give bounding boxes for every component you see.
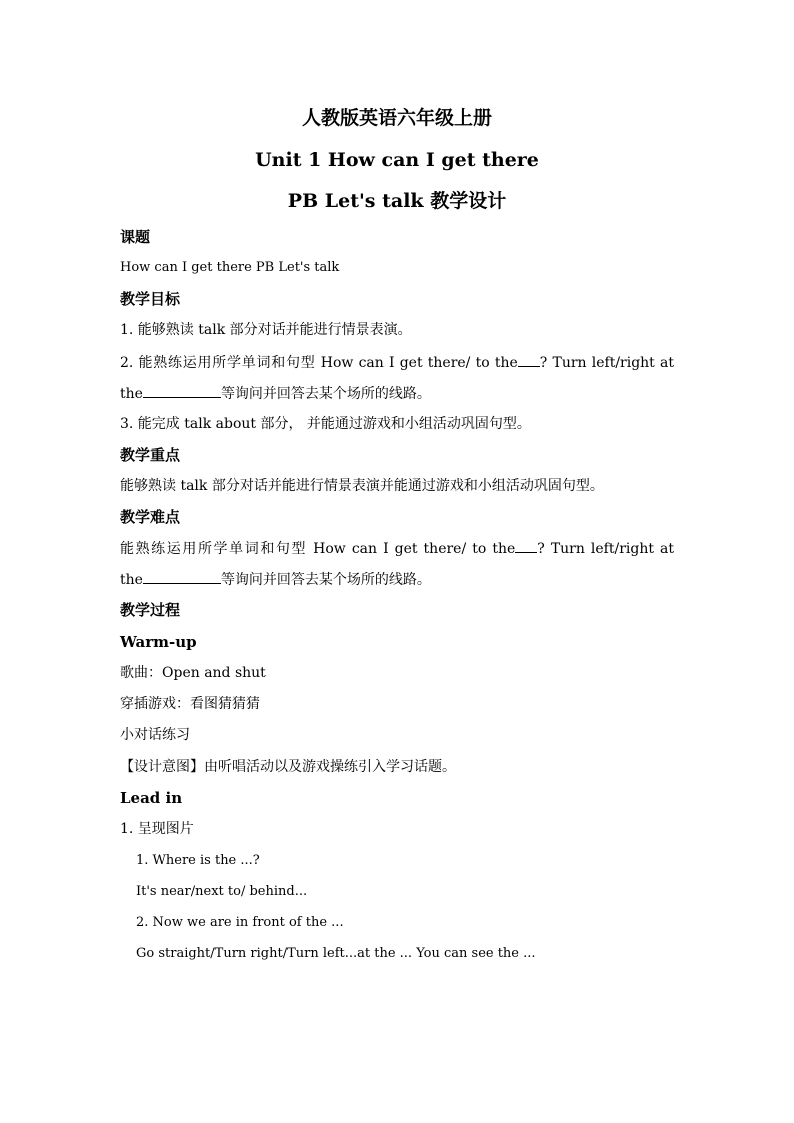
heading-difficulties: 教学难点 [120,508,181,526]
difficulties-text-a: 能熟练运用所学单词和句型 How can I get there/ to the [120,541,516,557]
fill-in-blank-short [518,352,540,367]
warmup-song: 歌曲：Open and shut [120,665,266,681]
difficulties-line2 [120,569,431,590]
objective-2-line2 [120,383,431,404]
leadin-answer-2: Go straight/Turn right/Turn left...at the ... You can see the ... [136,946,536,961]
leadin-answer-1: It's near/next to/ behind... [136,884,308,899]
difficulties-line1 [120,538,674,559]
heading-objectives: 教学目标 [120,290,181,308]
difficulties-text-d: 等询问并回答去某个场所的线路。 [220,572,431,588]
fill-in-blank-short [515,538,537,553]
objective-2-text-c: the [120,386,143,402]
key-points-text: 能够熟读 talk 部分对话并能进行情景表演并能通过游戏和小组活动巩固句型。 [120,478,604,494]
difficulties-text-b: ? Turn left/right at [537,541,674,557]
warmup-game: 穿插游戏：看图猜猜猜 [120,696,260,712]
heading-key-points: 教学重点 [120,446,181,464]
leadin-item-1: 1. 呈现图片 [120,821,194,837]
objective-2-text-a: 2. 能熟练运用所学单词和句型 How can I get there/ to the [120,355,518,371]
heading-leadin: Lead in [120,789,183,807]
fill-in-blank-long [143,383,221,398]
heading-warmup: Warm-up [120,633,197,651]
objective-2-text-d: 等询问并回答去某个场所的线路。 [220,386,431,402]
warmup-design-intent: 【设计意图】由听唱活动以及游戏操练引入学习话题。 [120,759,456,775]
heading-topic: 课题 [120,228,151,246]
fill-in-blank-long [143,569,221,584]
doc-title-unit: Unit 1 How can I get there [255,149,539,171]
heading-process: 教学过程 [120,601,181,619]
objective-1: 1. 能够熟读 talk 部分对话并能进行情景表演。 [120,322,412,338]
warmup-dialogue: 小对话练习 [120,727,190,743]
leadin-question-1: 1. Where is the ...? [136,853,260,868]
objective-2-text-b: ? Turn left/right at [539,355,674,371]
objective-3: 3. 能完成 talk about 部分， 并能通过游戏和小组活动巩固句型。 [120,416,531,432]
objective-2-line1 [120,352,674,373]
leadin-question-2: 2. Now we are in front of the ... [136,915,344,930]
topic-text: How can I get there PB Let's talk [120,260,340,275]
doc-title-textbook: 人教版英语六年级上册 [301,107,492,129]
difficulties-text-c: the [120,572,143,588]
doc-title-lesson: PB Let's talk 教学设计 [287,190,507,212]
